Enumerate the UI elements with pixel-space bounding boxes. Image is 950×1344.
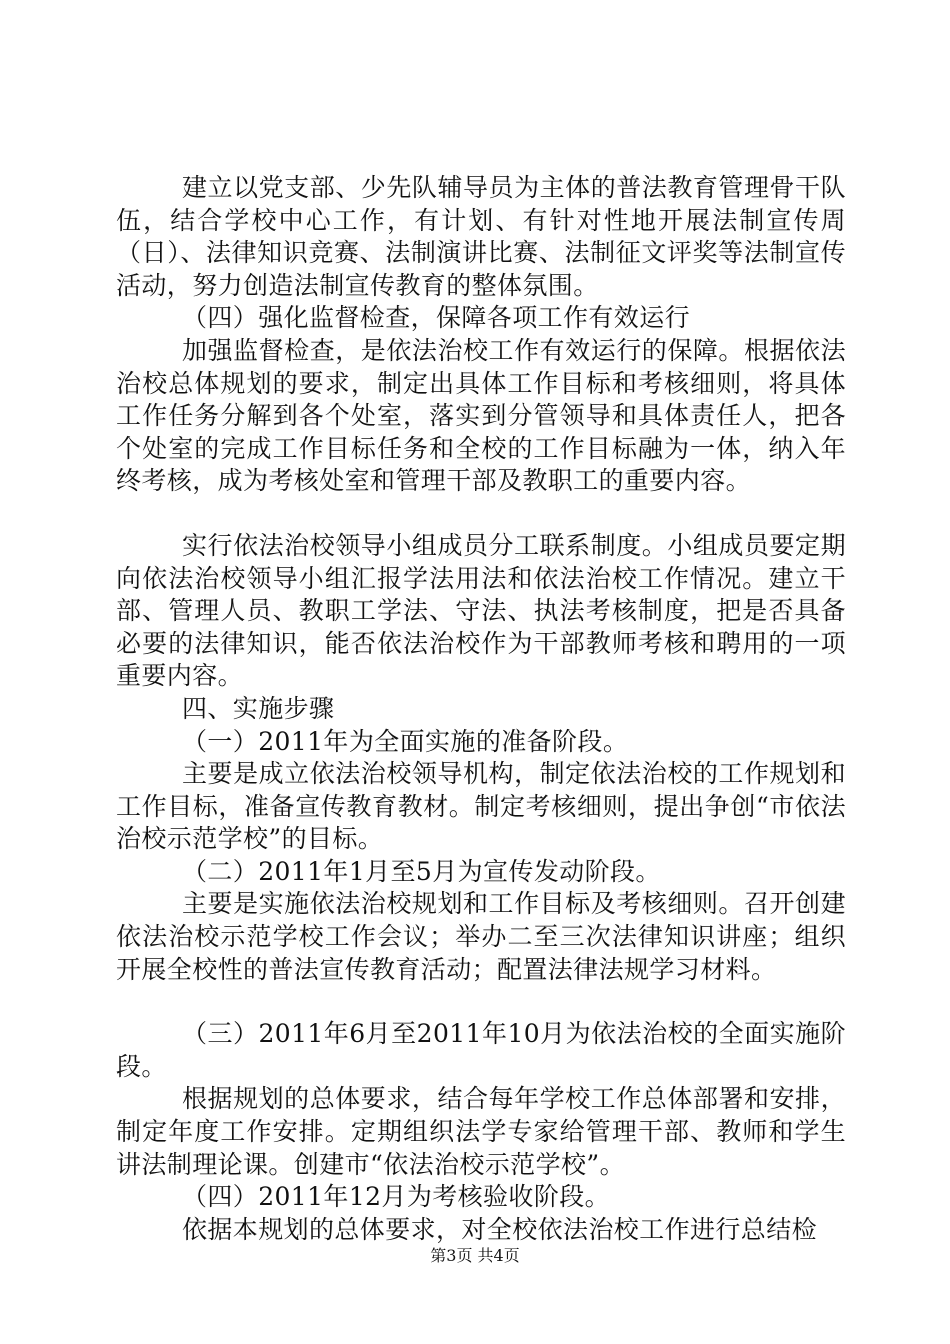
heading-supervision: （四）强化监督检查，保障各项工作有效运行 [182,303,691,333]
paragraph-step-2: 主要是实施依法治校规划和工作目标及考核细则。召开创建依法治校示范学校工作会议；举办二至三次法律知识讲座；组织开展全校性的普法宣传教育活动；配置法律法规学习材料。 [116,889,846,984]
paragraph-gap [116,986,846,1018]
paragraph-step-1: 主要是成立依法治校领导机构，制定依法治校的工作规划和工作目标，准备宣传教育教材。制定考核细则，提出争创“市依法治校示范学校”的目标。 [116,759,846,854]
paragraph-leadership-system: 实行依法治校领导小组成员分工联系制度。小组成员要定期向依法治校领导小组汇报学法用法和依法治校工作情况。建立干部、管理人员、教职工学法、守法、执法考核制度，把是否具备必要的法律知识，能否依法治校作为干部教师考核和聘用的一项重要内容。 [116,530,846,691]
paragraph-step-4: 依据本规划的总体要求，对全校依法治校工作进行总结检 [182,1214,818,1244]
document-body [116,172,846,1246]
paragraph-supervision: 加强监督检查，是依法治校工作有效运行的保障。根据依法治校总体规划的要求，制定出具体工作目标和考核细则，将具体工作任务分解到各个处室，落实到分管领导和具体责任人，把各个处室的完成工作目标任务和全校的工作目标融为一体，纳入年终考核，成为考核处室和管理干部及教职工的重要内容。 [116,335,846,496]
page-number-footer: 第3页 共4页 [430,1246,520,1265]
heading-step-4: （四）2011年12月为考核验收阶段。 [182,1182,611,1212]
heading-step-3: （三）2011年6月至2011年10月为依法治校的全面实施阶段。 [116,1019,846,1081]
heading-step-2: （二）2011年1月至5月为宣传发动阶段。 [182,856,661,886]
heading-step-1: （一）2011年为全面实施的准备阶段。 [182,726,629,756]
paragraph-gap [116,498,846,530]
heading-implementation-steps: 四、实施步骤 [182,693,335,723]
paragraph-step-3: 根据规划的总体要求，结合每年学校工作总体部署和安排，制定年度工作安排。定期组织法学专家给管理干部、教师和学生讲法制理论课。创建市“依法治校示范学校”。 [116,1084,846,1179]
paragraph-backbone-team: 建立以党支部、少先队辅导员为主体的普法教育管理骨干队伍，结合学校中心工作，有计划、有针对性地开展法制宣传周（日）、法律知识竞赛、法制演讲比赛、法制征文评奖等法制宣传活动，努力创造法制宣传教育的整体氛围。 [116,173,846,300]
